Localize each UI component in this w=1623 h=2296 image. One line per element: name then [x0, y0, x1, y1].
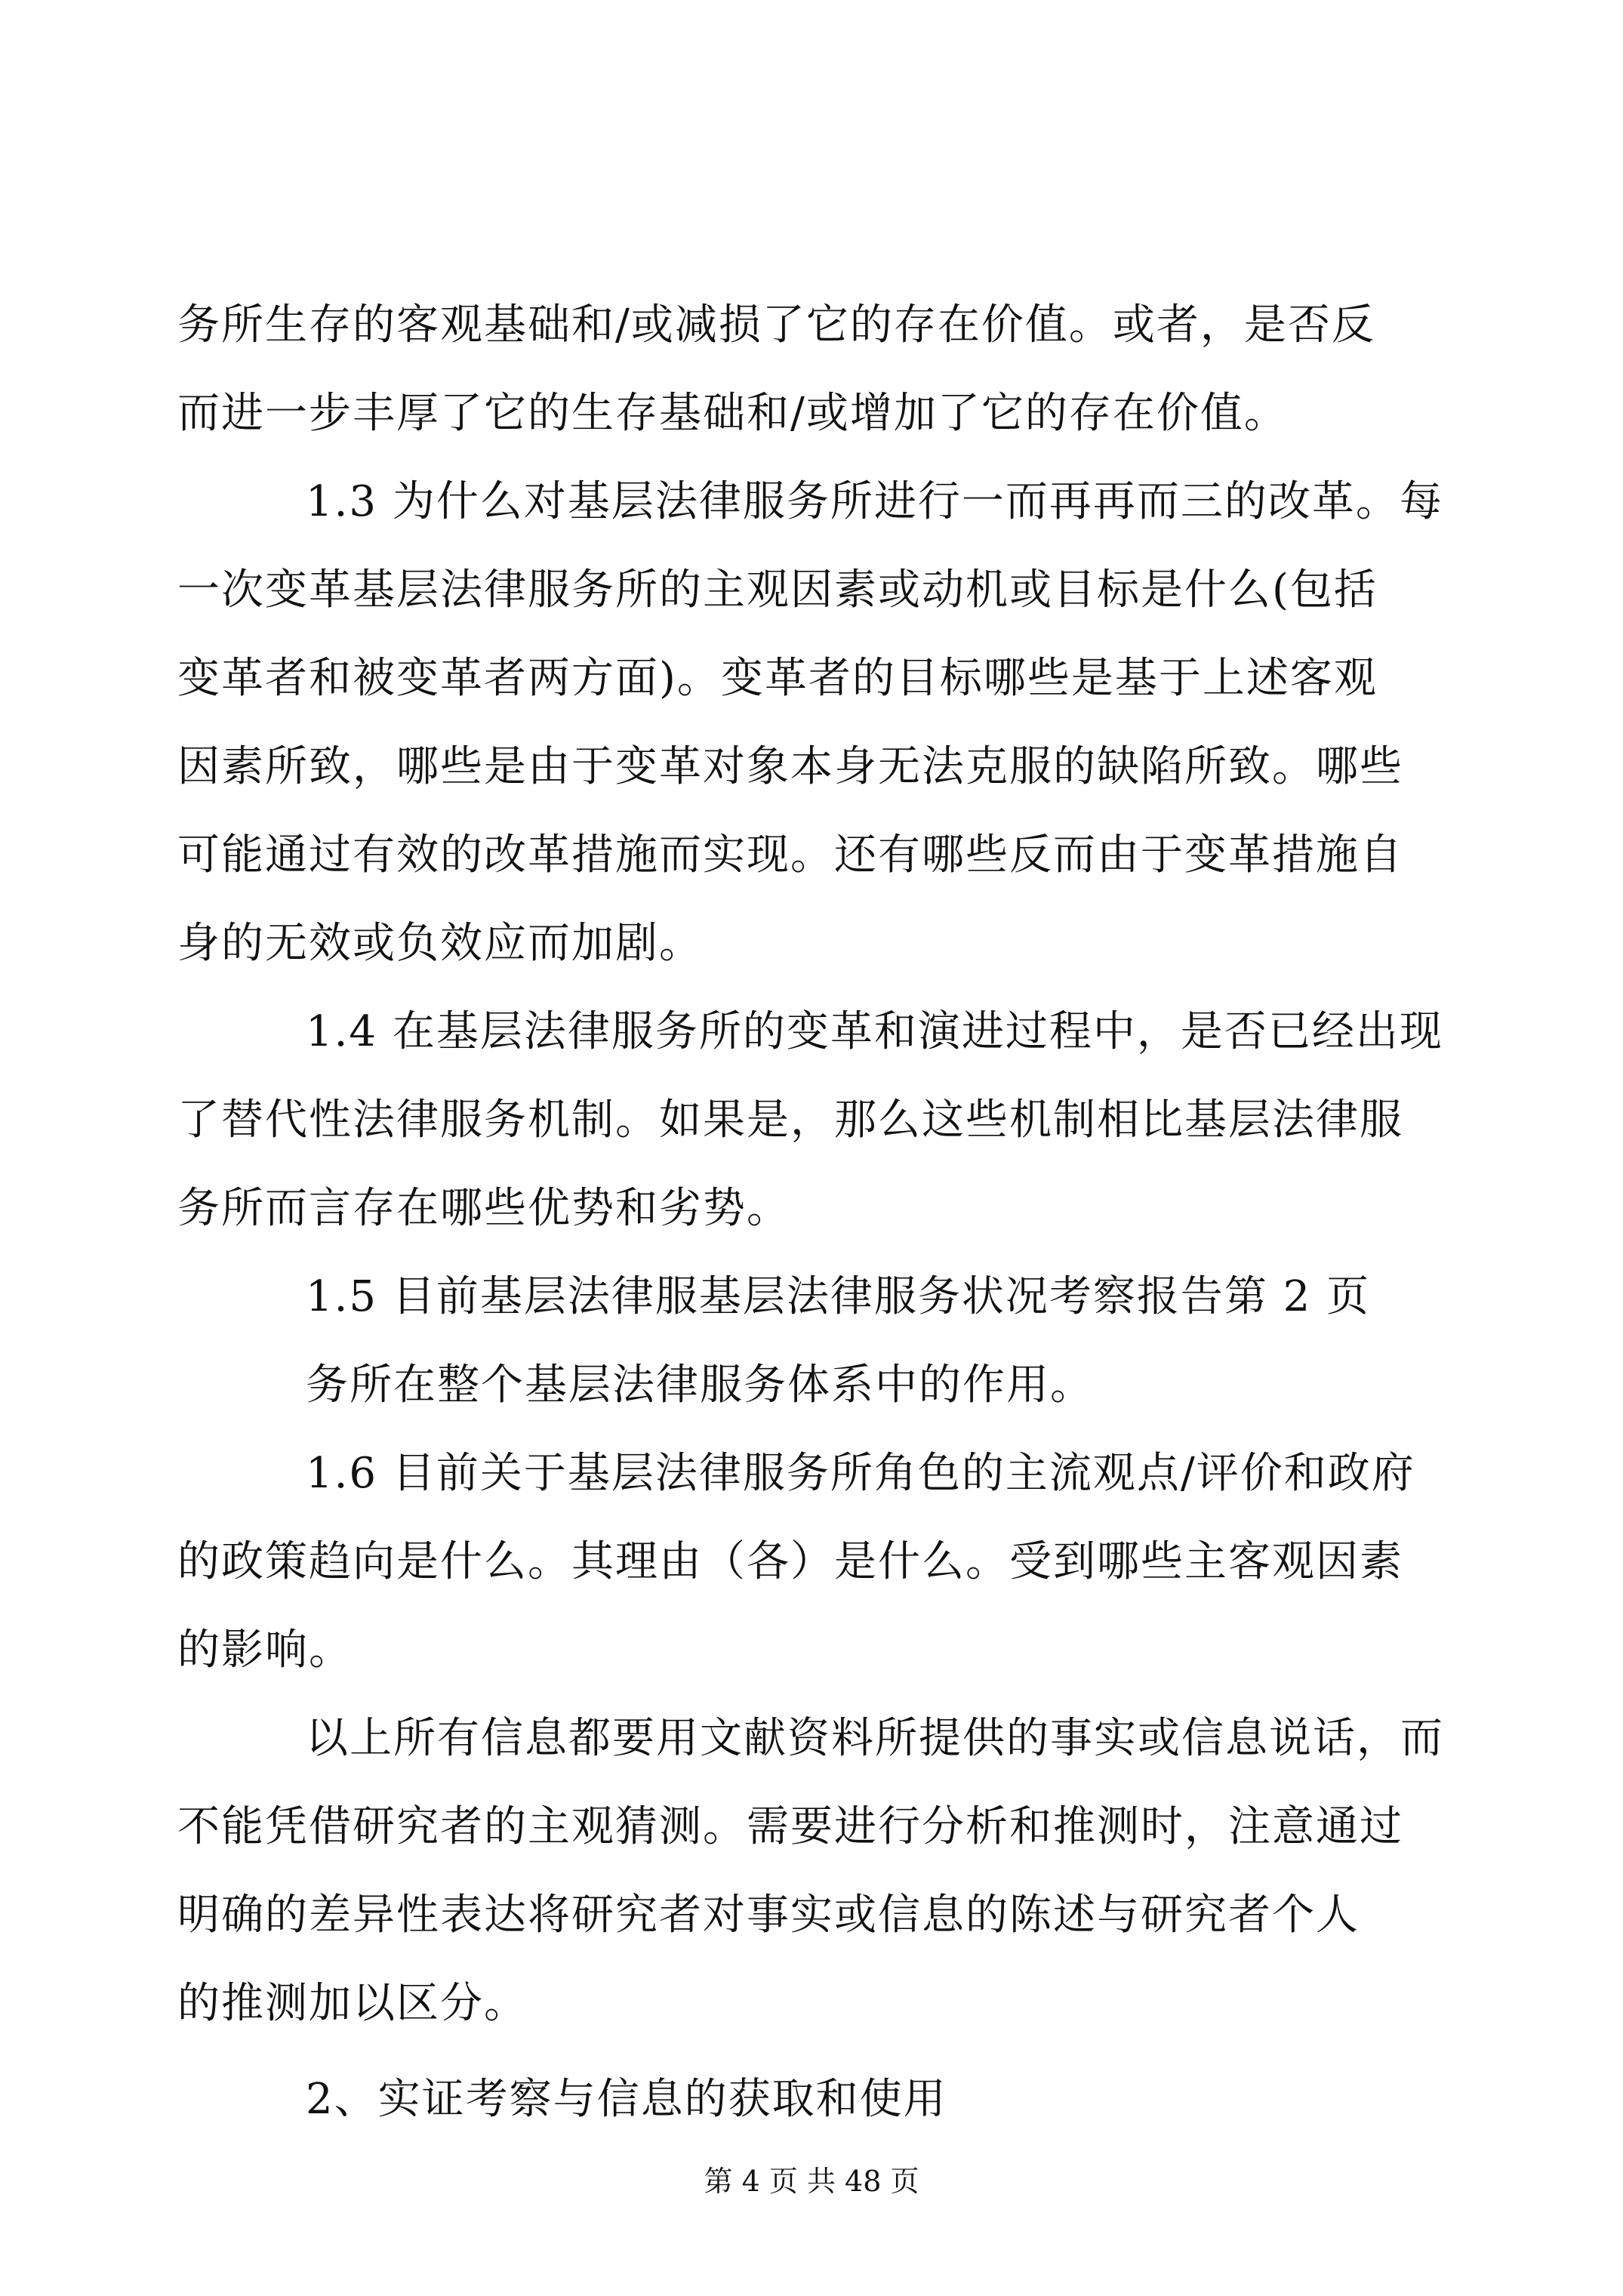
text-line: 不能凭借研究者的主观猜测。需要进行分析和推测时，注意通过: [177, 1802, 1403, 1851]
text-line: 身的无效或负效应而加剧。: [177, 919, 703, 968]
text-line: 以上所有信息都要用文献资料所提供的事实或信息说话，而: [306, 1714, 1444, 1763]
text-line: 明确的差异性表达将研究者对事实或信息的陈述与研究者个人: [177, 1891, 1360, 1940]
text-line: 变革者和被变革者两方面)。变革者的目标哪些是基于上述客观: [177, 654, 1378, 703]
text-line: 务所生存的客观基础和/或减损了它的存在价值。或者，是否反: [177, 300, 1375, 350]
text-line: 了替代性法律服务机制。如果是，那么这些机制相比基层法律服: [177, 1096, 1403, 1145]
section-heading: 2、实证考察与信息的获取和使用: [306, 2075, 947, 2124]
text-line: 一次变革基层法律服务所的主观因素或动机或目标是什么(包括: [177, 566, 1378, 615]
text-line: 的政策趋向是什么。其理由（各）是什么。受到哪些主客观因素: [177, 1537, 1403, 1586]
text-line: 因素所致，哪些是由于变革对象本身无法克服的缺陷所致。哪些: [177, 742, 1403, 791]
text-line: 而进一步丰厚了它的生存基础和/或增加了它的存在价值。: [177, 389, 1288, 438]
text-line: 的推测加以区分。: [177, 1979, 528, 2028]
page-number-footer: 第 4 页 共 48 页: [704, 2165, 919, 2198]
text-line: 1.3 为什么对基层法律服务所进行一而再再而三的改革。每: [306, 477, 1443, 526]
text-line: 1.4 在基层法律服务所的变革和演进过程中，是否已经出现: [306, 1007, 1443, 1056]
text-line: 务所在整个基层法律服务体系中的作用。: [306, 1361, 1094, 1410]
text-line: 的影响。: [177, 1626, 353, 1675]
text-line: 1.5 目前基层法律服基层法律服务状况考察报告第 2 页: [306, 1272, 1371, 1321]
text-line: 1.6 目前关于基层法律服务所角色的主流观点/评价和政府: [306, 1449, 1415, 1498]
text-line: 务所而言存在哪些优势和劣势。: [177, 1184, 790, 1233]
text-line: 可能通过有效的改革措施而实现。还有哪些反而由于变革措施自: [177, 831, 1403, 880]
